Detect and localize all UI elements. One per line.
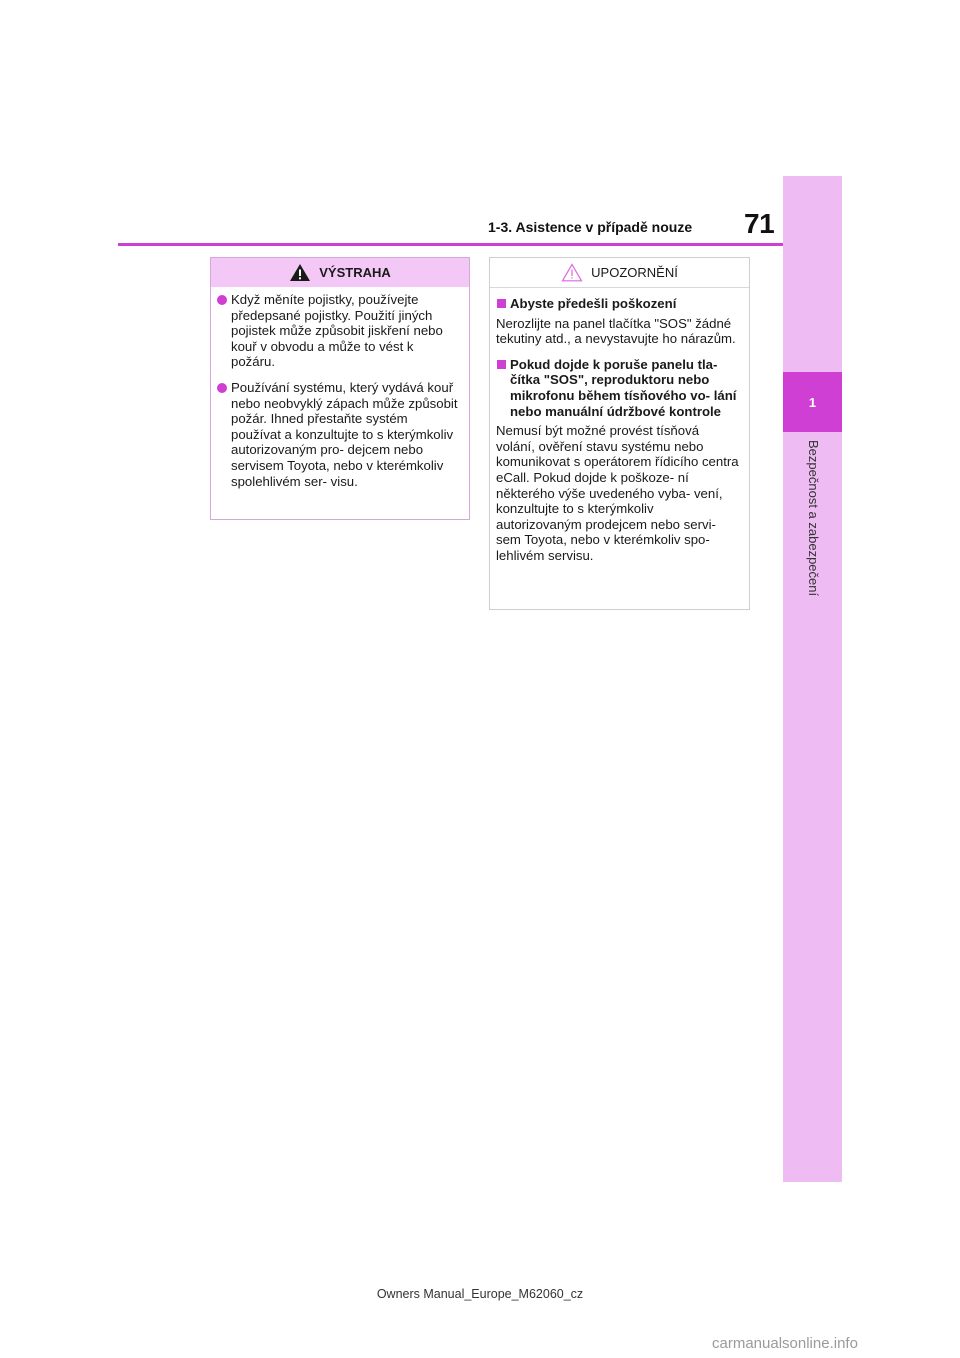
caution-subheading <box>496 296 739 312</box>
chapter-number: 1 <box>783 372 842 432</box>
warning-item-text: Když měníte pojistky, používejte předepsané pojistky. Použití jiných pojistek může způsobit jiskření nebo kouř v obvodu a může to vést k požáru. <box>231 292 443 370</box>
square-bullet-icon <box>497 360 506 369</box>
caution-paragraph: Nerozlijte na panel tlačítka "SOS" žádné tekutiny atd., a nevystavujte ho nárazům. <box>496 315 736 347</box>
chapter-title: Bezpečnost a zabezpečení <box>806 440 821 597</box>
caution-header <box>490 258 749 288</box>
caution-box <box>489 257 750 610</box>
caution-title: UPOZORNĚNÍ <box>591 265 678 280</box>
caution-heading-text: Abyste předešli poškození <box>510 296 677 311</box>
caution-body <box>490 288 749 564</box>
warning-triangle-icon <box>289 263 311 282</box>
warning-body <box>211 287 469 489</box>
footer-text: Owners Manual_Europe_M62060_cz <box>376 1287 584 1301</box>
warning-item-text: Používání systému, který vydává kouř nebo neobvyklý zápach může způsobit požár. Ihned přestaňte systém používat a konzultujte to s kterýmkoliv autorizovaným pro- dejcem nebo servisem Toyota, nebo v kterémkoliv spolehlivém ser- visu. <box>231 379 458 489</box>
bullet-dot-icon <box>217 295 227 305</box>
warning-title: VÝSTRAHA <box>319 265 391 280</box>
caution-subheading <box>496 357 739 419</box>
warning-box <box>210 257 470 520</box>
page-number: 71 <box>744 208 775 239</box>
watermark-text: carmanualsonline.info <box>712 1335 858 1352</box>
bullet-dot-icon <box>217 383 227 393</box>
list-item <box>217 292 459 370</box>
caution-triangle-icon <box>561 263 583 282</box>
caution-paragraph: Nemusí být možné provést tísňová volání, ověření stavu systému nebo komunikovat s operátorem řídicího centra eCall. Pokud dojde k poškoze- ní některého výše uvedeného vyba- vení, konzultujte to s kterýmkoliv autorizovaným prodejcem nebo servi- sem Toyota, nebo v kterémkoliv spo- lehlivém servisu. <box>496 423 739 563</box>
header-divider <box>118 243 783 246</box>
warning-header <box>211 258 469 287</box>
caution-heading-text: Pokud dojde k poruše panelu tla- čítka "SOS", reproduktoru nebo mikrofonu během tísňového vo- lání nebo manuální údržbové kontrole <box>510 356 737 419</box>
square-bullet-icon <box>497 299 506 308</box>
chapter-side-tab <box>783 176 842 1182</box>
section-title: 1-3. Asistence v případě nouze <box>488 219 693 235</box>
list-item <box>217 380 459 489</box>
